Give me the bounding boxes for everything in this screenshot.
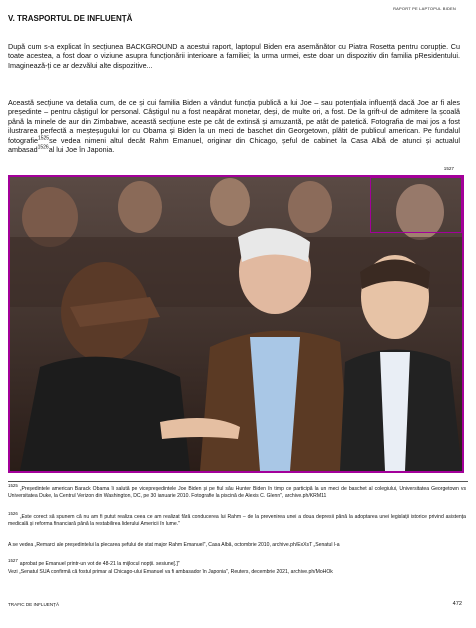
body-text-part: se vedea nimeni altul decât Rahm Emanuel, originar din Chicago, șeful de cabinet la Casa Albă de atunci și actualul ambasad bbox=[8, 135, 460, 155]
footer-section-name: TRAFIC DE INFLUENȚĂ bbox=[8, 602, 60, 607]
footnote-number: 1526 bbox=[8, 511, 18, 517]
body-text-part: Această secțiune va detalia cum, de ce și cui familia Biden a vândut funcția publică a lui Joe – sau potențiala influență dacă Joe ar fi ales președinte – pentru câștigul lor personal. Câștigul nu a fost neapărat monetar, deși, de multe ori, a fost. De la grift-ul de admitere la școală până la minele de aur din Zimbabwe, această secțiune este pe cât de extinsă și amuzantă, pe atât de patetică. Fotografia de mai jos a fost ilustrarea perfectă a meșteșugului lor cu Obama și Biden la un meci de baschet din Georgetown, plătit de publicul american. Pe fundalul fotografie bbox=[8, 98, 460, 145]
intro-paragraph: După cum s-a explicat în secțiunea BACKGROUND a acestui raport, laptopul Biden era asemănător cu Piatra Rosetta pentru corupție. Cu toate acestea, a fost doar o viziune asupra funcționării interioare a familiei; la urma urmei, este doar un dispozitiv din familia pResidentului. Imaginează-ți ce ar dezvălui alte dispozitive... bbox=[8, 42, 460, 70]
footnote-ref[interactable]: 1526 bbox=[37, 144, 49, 151]
basketball-game-photo bbox=[10, 177, 462, 471]
running-header: RAPORT PE LAPTOPUL BIDEN bbox=[393, 6, 456, 11]
footnote-text: „Președintele american Barack Obama îi salută pe vicepreședintele Joe Biden și pe fiul său Hunter Biden în timp ce participă la un meci de baschet al colegiului, Universitatea Georgetown vs Universitatea Duke, la Centrul Verizon din Washington, DC, pe 30 ianuarie 2010. Fotografie la piscină de Alexis C. Glenn", archive.ph/KRM11 bbox=[8, 486, 466, 499]
footnote-text: „Este corect să spunem că nu am fi putut realiza ceea ce am realizat fără conducerea lui Rahm – de la prevenirea unei a doua depresii până la adoptarea unei legislații istorice privind asistența medicală și reforma financiară până la restabilirea liderului Americii în lume." bbox=[8, 514, 466, 527]
footnote-1525 bbox=[8, 483, 466, 499]
footnote-ref[interactable]: 1525 bbox=[37, 135, 50, 142]
footnote-number: 1527 bbox=[8, 558, 18, 564]
footnote-1527-continued: Vezi „Senatul SUA confirmă că fostul primar al Chicago-ului Emanuel va fi ambasador în Japonia", Reuters, decembrie 2021, archive.ph/MoHOk bbox=[8, 569, 333, 575]
footnote-number: 1525 bbox=[8, 483, 18, 489]
photo-frame bbox=[8, 175, 464, 473]
body-text-part: al lui Joe în Japonia. bbox=[48, 145, 115, 155]
body-paragraph bbox=[8, 98, 460, 154]
highlight-box bbox=[370, 177, 462, 233]
page-number: 472 bbox=[452, 601, 462, 607]
section-title: V. TRASPORTUL DE INFLUENȚĂ bbox=[8, 14, 133, 23]
footnote-1526 bbox=[8, 511, 466, 527]
footnote-1526-continued: A se vedea „Remarci ale președintelui la plecarea șefului de stat major Rahm Emanuel", Casa Albă, octombrie 2010, archive.ph/ExXsT „Senatul l-a bbox=[8, 542, 340, 548]
margin-footnote-ref[interactable]: 1527 bbox=[443, 166, 454, 171]
footnote-text: aprobat pe Emanuel printr-un vot de 48-21 la mijlocul nopții. sesiune[.]" bbox=[19, 561, 180, 567]
footnote-divider bbox=[8, 481, 468, 482]
footnote-1527 bbox=[8, 558, 466, 568]
